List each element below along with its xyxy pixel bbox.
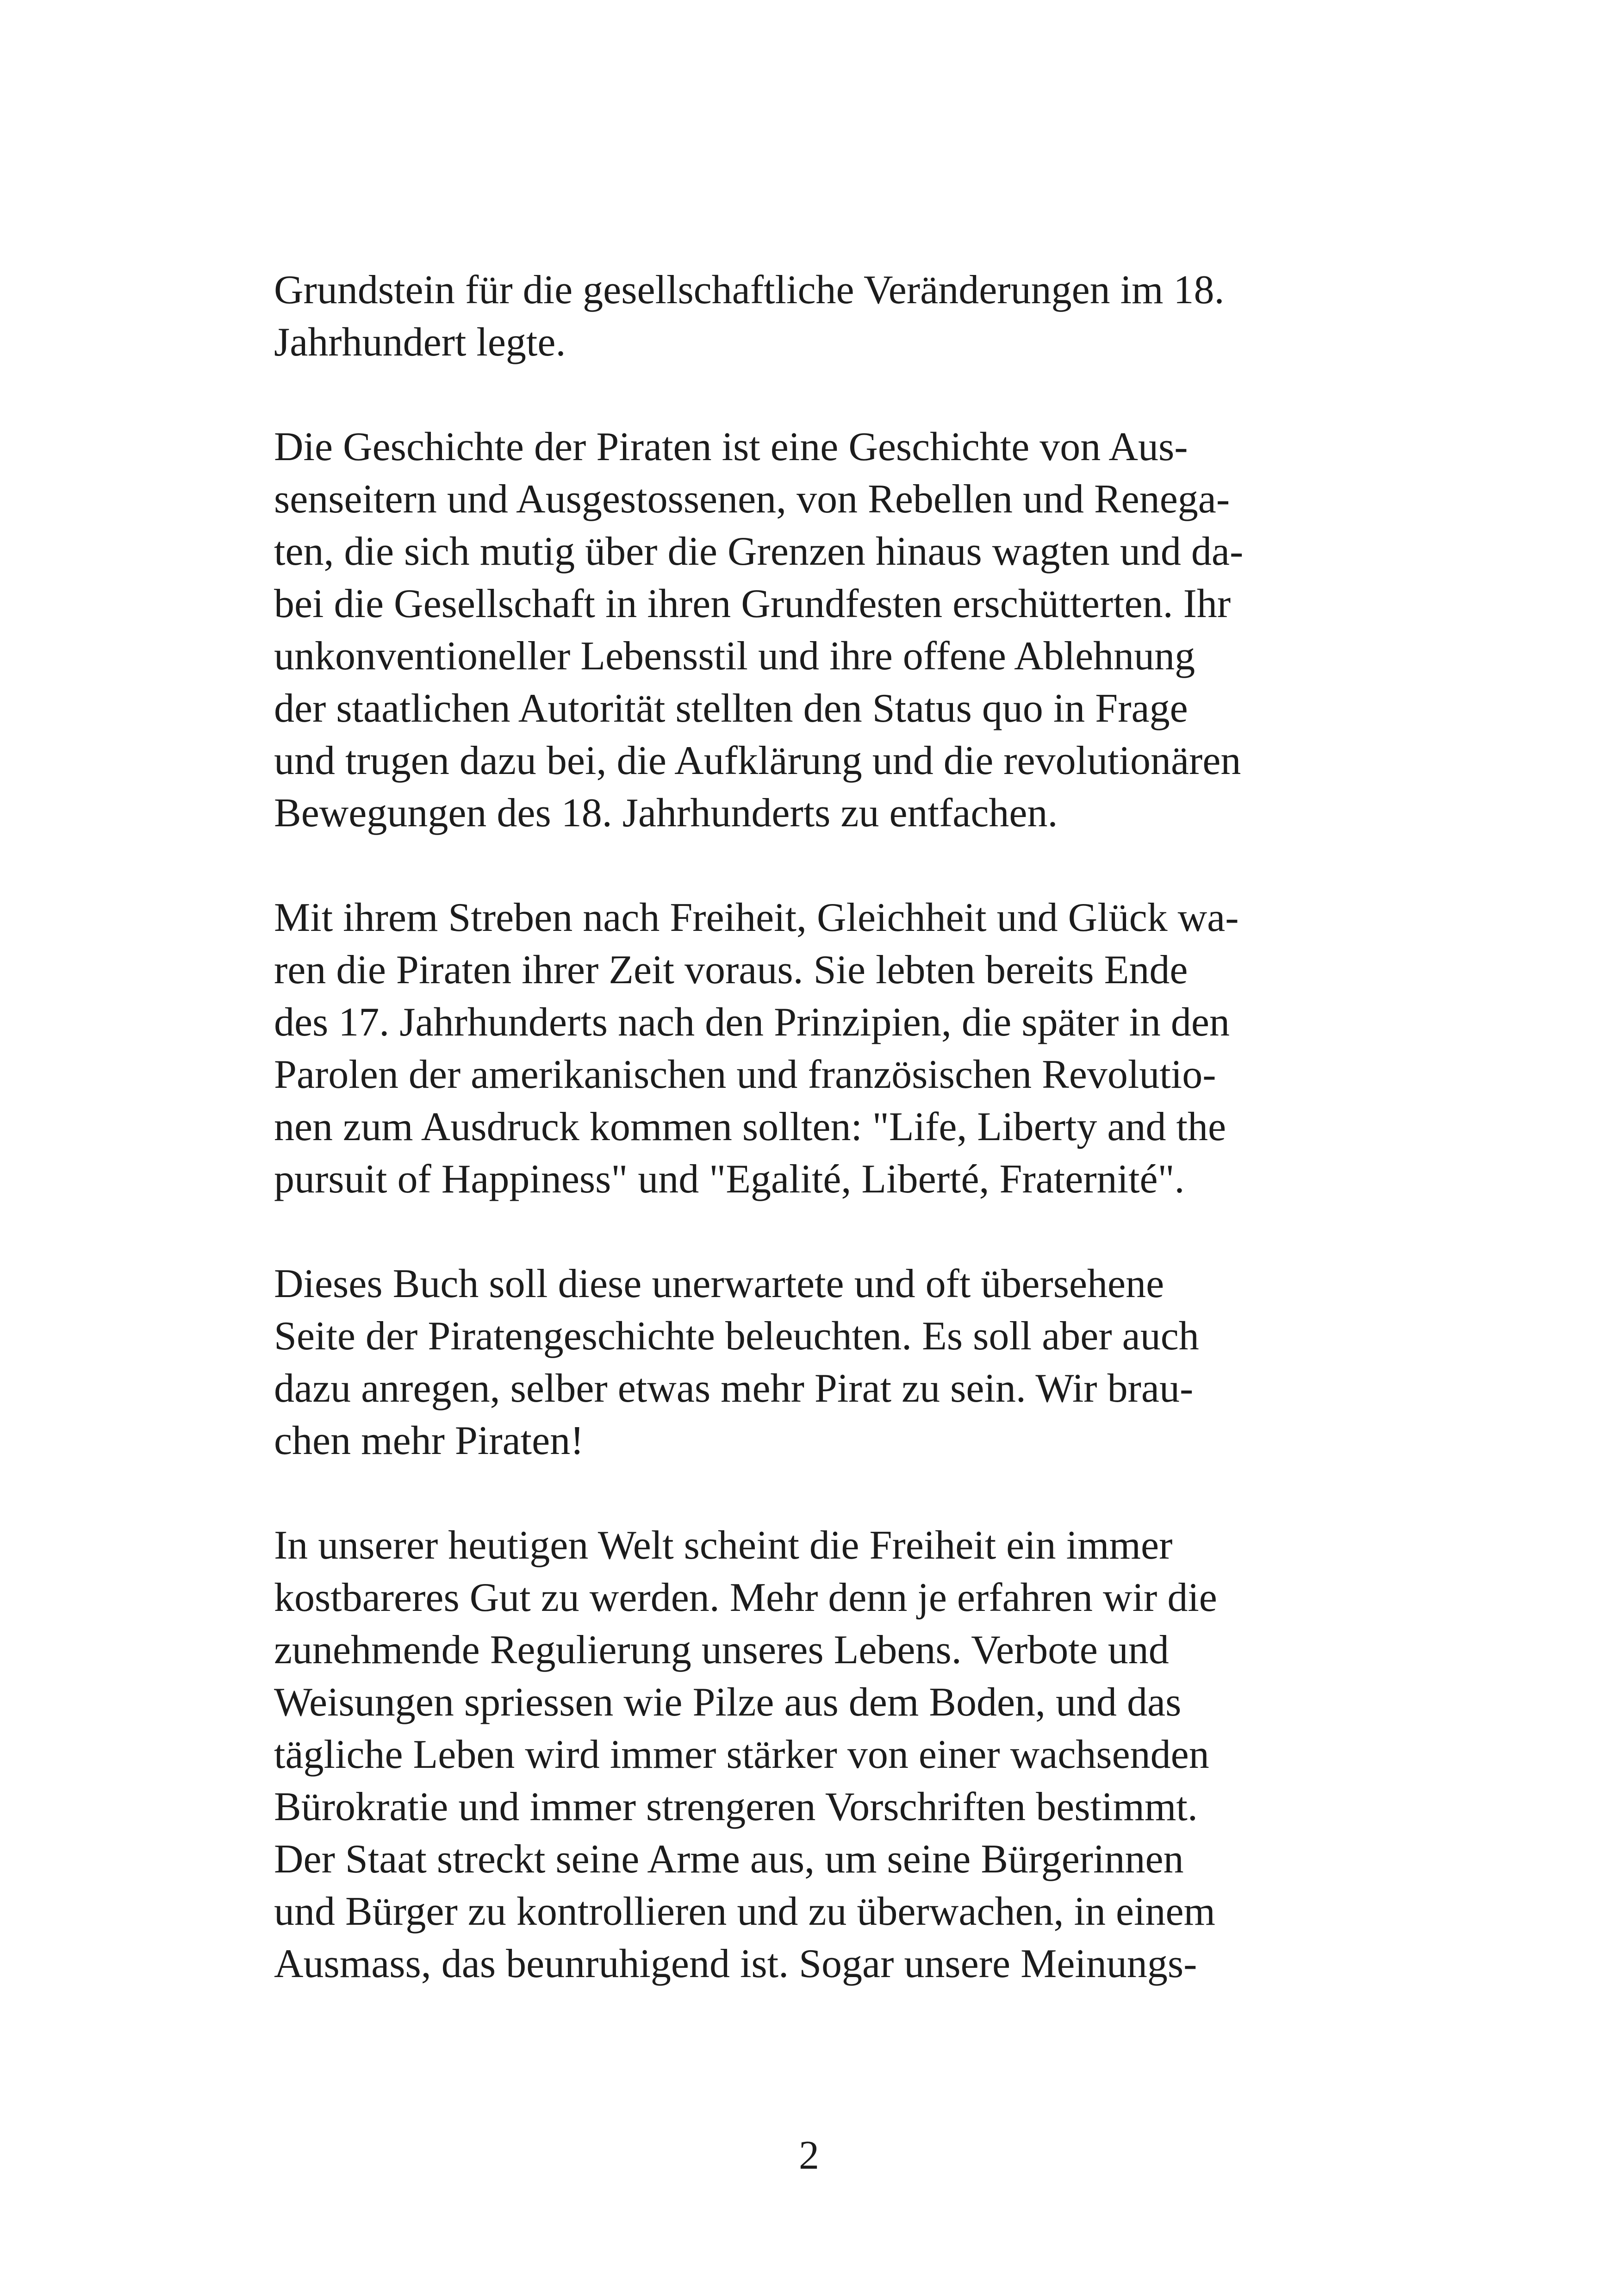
text-line: unkonventioneller Lebensstil und ihre offene Ablehnung bbox=[274, 634, 1195, 679]
text-line: pursuit of Happiness" und "Egalité, Liberté, Fraternité". bbox=[274, 1157, 1185, 1202]
text-line: senseitern und Ausgestossenen, von Rebellen und Renega- bbox=[274, 477, 1230, 522]
text-line: Ausmass, das beunruhigend ist. Sogar unsere Meinungs- bbox=[274, 1941, 1197, 1986]
text-line: kostbareres Gut zu werden. Mehr denn je erfahren wir die bbox=[274, 1575, 1217, 1620]
text-line: In unserer heutigen Welt scheint die Freiheit ein immer bbox=[274, 1523, 1173, 1568]
text-line: und Bürger zu kontrollieren und zu überwachen, in einem bbox=[274, 1889, 1215, 1934]
text-line: Seite der Piratengeschichte beleuchten. Es soll aber auch bbox=[274, 1314, 1199, 1359]
text-line: tägliche Leben wird immer stärker von einer wachsenden bbox=[274, 1732, 1209, 1777]
paragraph-4 bbox=[274, 1258, 1366, 1467]
text-line: Parolen der amerikanischen und französischen Revolutio- bbox=[274, 1052, 1216, 1097]
text-line: und trugen dazu bei, die Aufklärung und die revolutionären bbox=[274, 738, 1241, 783]
text-line: ren die Piraten ihrer Zeit voraus. Sie lebten bereits Ende bbox=[274, 948, 1188, 992]
page-number: 2 bbox=[799, 2133, 819, 2178]
text-line: ten, die sich mutig über die Grenzen hinaus wagten und da- bbox=[274, 529, 1244, 574]
text-line: Weisungen spriessen wie Pilze aus dem Boden, und das bbox=[274, 1680, 1182, 1725]
text-line: chen mehr Piraten! bbox=[274, 1418, 584, 1463]
text-line: zunehmende Regulierung unseres Lebens. Verbote und bbox=[274, 1628, 1169, 1672]
body-text bbox=[274, 264, 1366, 1990]
text-line: Grundstein für die gesellschaftliche Veränderungen im 18. bbox=[274, 268, 1225, 312]
text-line: Die Geschichte der Piraten ist eine Geschichte von Aus- bbox=[274, 424, 1188, 469]
text-line: der staatlichen Autorität stellten den Status quo in Frage bbox=[274, 686, 1188, 731]
text-line: Mit ihrem Streben nach Freiheit, Gleichheit und Glück wa- bbox=[274, 895, 1239, 940]
text-line: nen zum Ausdruck kommen sollten: "Life, Liberty and the bbox=[274, 1104, 1226, 1149]
text-line: bei die Gesellschaft in ihren Grundfesten erschütterten. Ihr bbox=[274, 581, 1231, 626]
text-line: Bürokratie und immer strengeren Vorschriften bestimmt. bbox=[274, 1784, 1198, 1829]
text-line: Dieses Buch soll diese unerwartete und oft übersehene bbox=[274, 1261, 1164, 1306]
text-line: des 17. Jahrhunderts nach den Prinzipien, die später in den bbox=[274, 1000, 1230, 1045]
paragraph-1 bbox=[274, 264, 1366, 368]
paragraph-5 bbox=[274, 1519, 1366, 1990]
text-line: Bewegungen des 18. Jahrhunderts zu entfachen. bbox=[274, 791, 1058, 836]
text-line: Der Staat streckt seine Arme aus, um seine Bürgerinnen bbox=[274, 1837, 1184, 1882]
text-line: Jahrhundert legte. bbox=[274, 320, 566, 365]
paragraph-3 bbox=[274, 892, 1366, 1205]
paragraph-2 bbox=[274, 421, 1366, 839]
text-line: dazu anregen, selber etwas mehr Pirat zu sein. Wir brau- bbox=[274, 1366, 1194, 1411]
